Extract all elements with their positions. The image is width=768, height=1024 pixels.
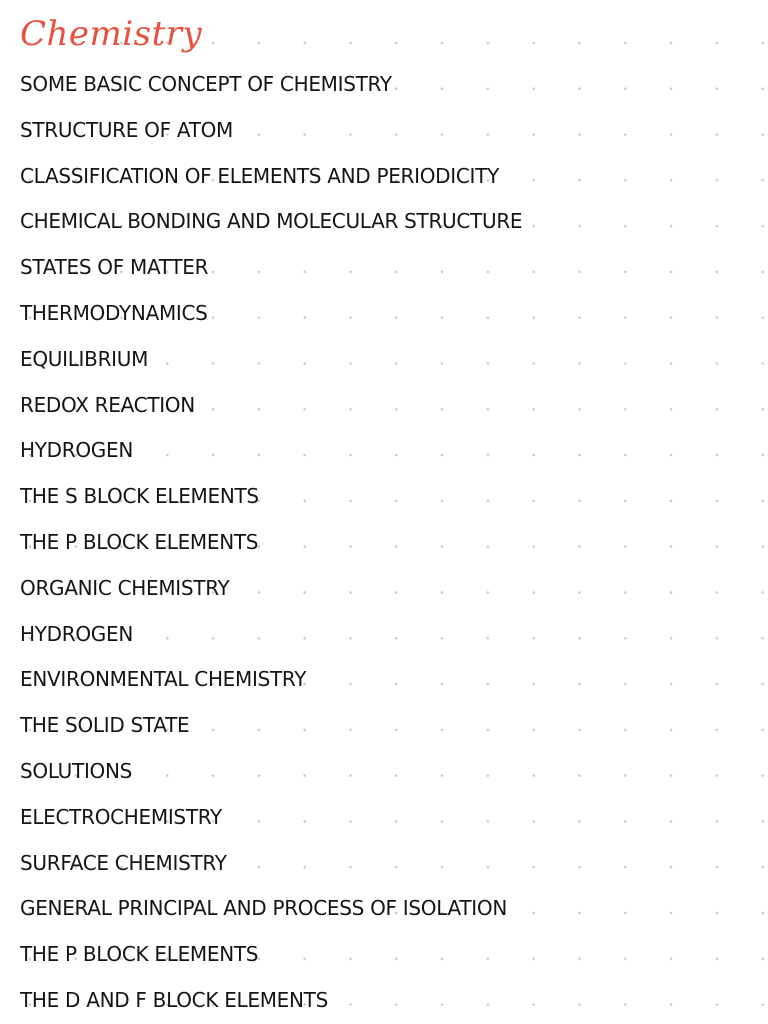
topic-item: ENVIRONMENTAL CHEMISTRY xyxy=(20,667,307,692)
topic-item: STRUCTURE OF ATOM xyxy=(20,117,234,142)
topic-item: EQUILIBRIUM xyxy=(20,346,149,371)
topic-item: THERMODYNAMICS xyxy=(20,300,208,325)
topic-item: ORGANIC CHEMISTRY xyxy=(20,575,230,600)
topic-item: GENERAL PRINCIPAL AND PROCESS OF ISOLATION xyxy=(20,896,507,921)
topic-item: SOLUTIONS xyxy=(20,758,133,783)
topic-item: THE S BLOCK ELEMENTS xyxy=(20,484,259,509)
topic-item: THE D AND F BLOCK ELEMENTS xyxy=(20,987,328,1012)
topic-item: CHEMICAL BONDING AND MOLECULAR STRUCTURE xyxy=(20,209,523,234)
topic-item: CLASSIFICATION OF ELEMENTS AND PERIODICITY xyxy=(20,163,499,188)
topic-item: THE P BLOCK ELEMENTS xyxy=(20,942,259,967)
topic-item: ELECTROCHEMISTRY xyxy=(20,804,222,829)
topic-item: HYDROGEN xyxy=(20,621,133,646)
page-title: Chemistry xyxy=(20,14,203,54)
topic-list xyxy=(20,64,522,1024)
topic-item: STATES OF MATTER xyxy=(20,255,209,280)
topic-item: SURFACE CHEMISTRY xyxy=(20,850,227,875)
topic-item: THE SOLID STATE xyxy=(20,713,190,738)
topic-item: SOME BASIC CONCEPT OF CHEMISTRY xyxy=(20,72,392,96)
topic-item: REDOX REACTION xyxy=(20,392,195,417)
topic-item: HYDROGEN xyxy=(20,438,133,463)
topic-item: THE P BLOCK ELEMENTS xyxy=(20,529,259,554)
